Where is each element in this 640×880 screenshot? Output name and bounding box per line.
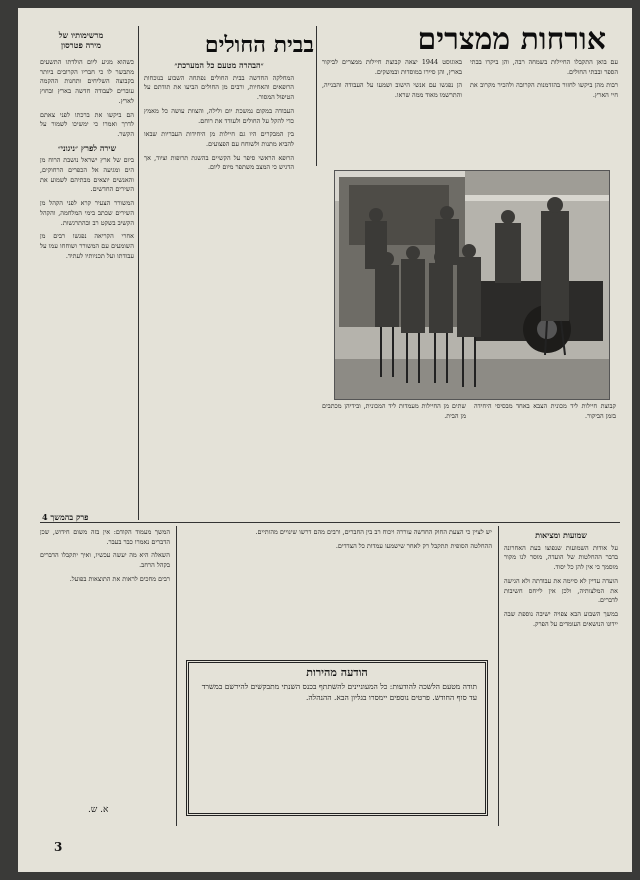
- lower-middle-column: [182, 528, 492, 652]
- paragraph: יש לציין כי הצעת החוק החדשה עוררה ויכוח רב בין החברים, ורבים מהם דרשו שינויים מהותיים.: [255, 528, 492, 536]
- main-headline: אורחות ממצרים: [417, 22, 606, 57]
- paragraph: בין המבקרים היו גם חיילות מן היחידות העבריות שבאו להביא מתנות ולשוחח עם הפצועים.: [144, 130, 294, 148]
- hospital-column: [144, 58, 294, 518]
- lower-subheading: שמועות ומציאות: [535, 530, 587, 540]
- photo-caption-right: [474, 402, 616, 512]
- notice-title: הודעה מהירות: [306, 666, 368, 679]
- lower-left-column: [40, 528, 170, 818]
- continuation-note: פרק בהמשך 4: [42, 512, 89, 522]
- notice-text: תודה מטעם הלשכה להודעות: כל המעוניינים להשתתף בכנס השנתי מתבקשים להירשם במשרד עד סוף החודש. פרטים נוספים יימסרו בגליון הבא. ההנהלה.: [201, 682, 477, 702]
- paragraph: המחלקה החדשה בבית החולים נפתחה השבוע בנוכחות הרופאים והאחיות, ורבים מן החולים הביעו את תודתם על הטיפול המסור.: [144, 73, 294, 102]
- paragraph: רבות מהן ביקשו לחזור בהזדמנות הקרובה ולהכיר מקרוב את חיי הארץ.: [470, 81, 618, 100]
- paragraph: על אודות השמועות שנפוצו בעת האחרונה בדבר ההחלטות של הועדה, מוסר לנו מקור מוסמך כי אין להן כל יסוד.: [504, 543, 618, 572]
- main-intro-left: [322, 58, 462, 168]
- paragraph: השאלה היא מה יעשה עכשיו, ואיך יתקבלו הדברים בקהל הרחב.: [40, 551, 170, 570]
- group-photo: [334, 170, 610, 400]
- column-rule: [138, 26, 139, 520]
- paragraph: הם ביקשו את ברכתו לפני צאתם לדרך ואמרו כי ימשיכו לשמור על הקשר.: [40, 110, 134, 138]
- page-number: 3: [54, 840, 63, 854]
- hospital-headline: בבית החולים: [204, 32, 314, 58]
- side-subheading: שירה לפרץ ״ניגוני״: [57, 142, 117, 153]
- column-rule: [176, 526, 177, 826]
- paragraph: ההחלטה הסופית תתקבל רק לאחר שישמעו עמדות כל הצדדים.: [335, 541, 492, 550]
- author-signature: א. ש.: [88, 805, 109, 815]
- photo-illustration: [335, 171, 609, 399]
- paragraph: הן נפגשו עם אנשי הישוב ושמעו על העבודה והבנייה, והתרשמו מאוד ממה שראו.: [322, 81, 462, 100]
- photo-caption-left: [322, 402, 466, 512]
- paragraph: העבודה במקום נמשכת יום ולילה, והצוות עושה כל מאמץ כדי להקל על החולים ולעודד את רוחם.: [144, 106, 294, 125]
- column-rule: [316, 26, 317, 166]
- side-header-line1: מרשימותיו של: [58, 30, 104, 40]
- paragraph: כשהוא מגיע ליום הולדתו התשעים מתבשר לו כי חבריו הקרובים ביותר בקבוצה השליחים ותחנות ההקמה עוברים לעבודה חדשה בארץ ובחוץ לארץ.: [40, 58, 134, 105]
- newspaper-page: [18, 8, 632, 872]
- paragraph: אחרי הקריאה נפגשו רבים מן השומעים עם המשורר ושוחחו עמו על עבודתו ועל תכניותיו לעתיד.: [40, 232, 134, 260]
- section-divider: [40, 522, 620, 523]
- paragraph: הרופא הראשי סיפר על הקשיים בהשגת תרופות וציוד, אך הדגיש כי המצב משתפר מיום ליום.: [144, 153, 294, 172]
- paragraph: המשך מעמוד הקודם: אין בזה משום חידוש, שכן הדברים נאמרו כבר בעבר.: [40, 528, 170, 546]
- side-header-line2: מירה פטרסון: [61, 40, 101, 50]
- lower-right-column: [504, 528, 618, 824]
- paragraph: הועדה עדיין לא סיימה את עבודתה ולא הגישה את המלצותיה, ולכן אין לייחס חשיבות לדברים.: [504, 576, 618, 605]
- paragraph: ביום של ארץ ישראל נושבת הרוח מן הים ומגיעה אל הכפרים הרחוקים, והאנשים יוצאים מבתיהם לשמוע את השירים החדשים.: [40, 156, 134, 194]
- paragraph: המשורר הצעיר קרא לפני הקהל מן השירים שכתב בימי המלחמה, והקהל הקשיב בשקט רב ובהתרגשות.: [40, 199, 134, 227]
- column-rule: [498, 526, 499, 826]
- paragraph: במשך השבוע הבא צפויה ישיבה נוספת שבה יידונו הנושאים העומדים על הפרק.: [504, 609, 618, 628]
- notice-box: [186, 660, 488, 816]
- paragraph: עם בואן התקבלו החיילות בשמחה רבה, והן ביקרו בבתי הספר ובבתי החולים.: [470, 58, 618, 76]
- side-column: [40, 58, 134, 524]
- hospital-quote: ״הבהרה מטעם כל המערכת״: [174, 60, 264, 70]
- caption: שתים מן החיילות מעמדות ליד המכונית, ובידיהן מכתבים מן הבית.: [322, 402, 466, 420]
- paragraph: רבים מחכים לראות את התוצאות בפועל.: [69, 574, 170, 583]
- side-header: [36, 30, 126, 50]
- main-intro-right: [470, 58, 618, 168]
- paragraph: באוגוסט 1944 יצאה קבוצת חיילות ממצרים לביקור בארץ, והן סיירו במוסדות ובמשקים.: [322, 58, 462, 76]
- caption: קבוצת חיילות ליד מכונית הצבא באחד מבסיסי היחידה בזמן הביקור.: [474, 402, 616, 420]
